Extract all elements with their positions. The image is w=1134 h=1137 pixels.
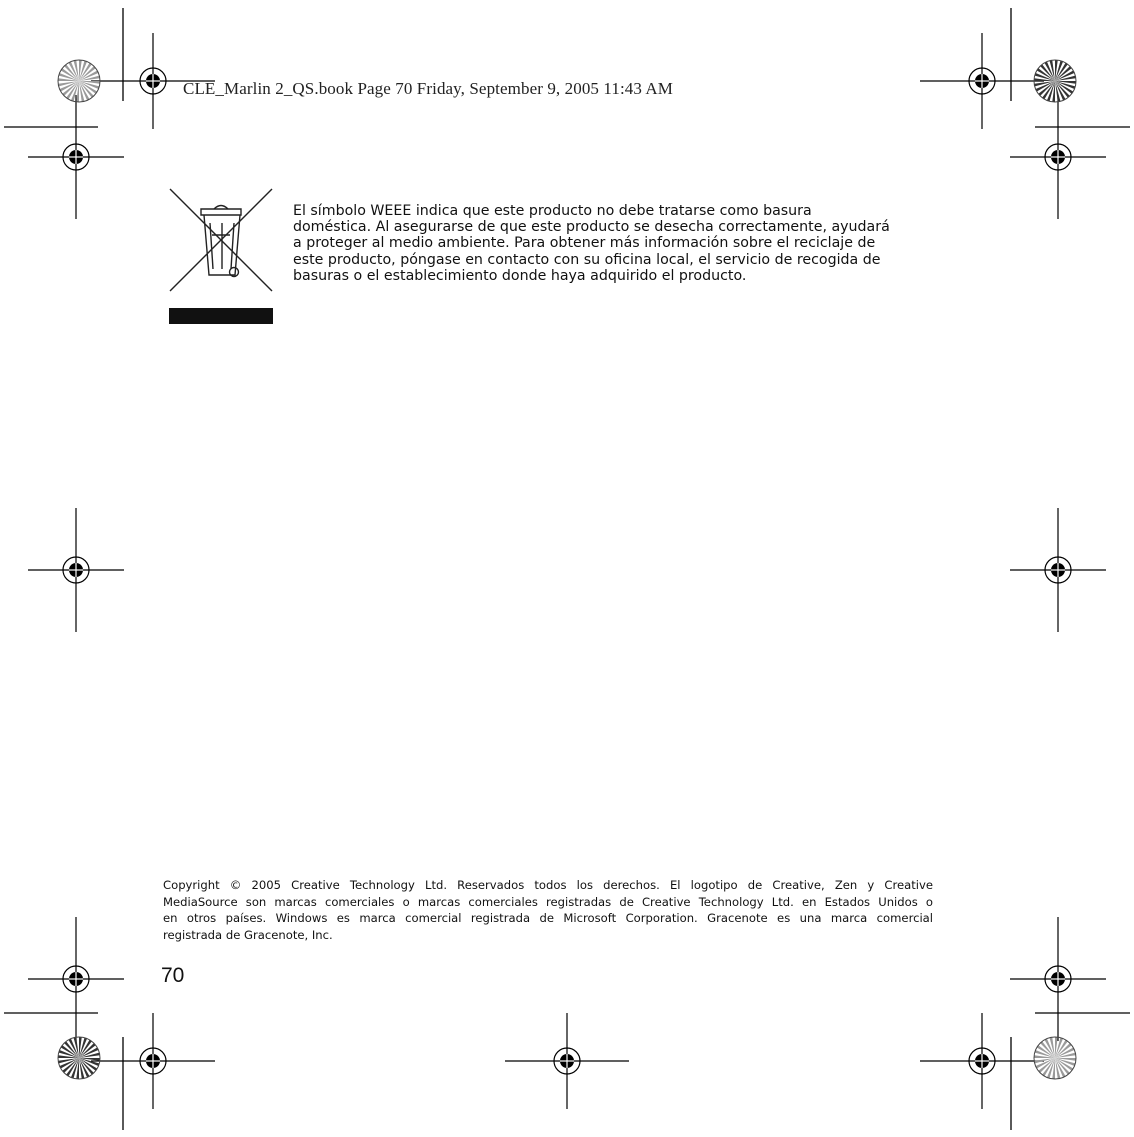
weee-line: doméstica. Al asegurarse de que este producto se desecha correctamente, ayudará	[293, 219, 890, 236]
weee-line: este producto, póngase en contacto con su oficina local, el servicio de recogida de	[293, 251, 881, 268]
color-rosette	[58, 60, 100, 102]
weee-line: a proteger al medio ambiente. Para obtener más información sobre el reciclaje de	[293, 235, 876, 252]
color-rosette	[58, 1037, 100, 1079]
registration-mark	[920, 33, 1044, 129]
registration-mark	[28, 95, 124, 219]
registration-mark	[1010, 95, 1106, 219]
weee-line: basuras o el establecimiento donde haya adquirido el producto.	[293, 267, 747, 284]
print-slug: CLE_Marlin 2_QS.book Page 70 Friday, September 9, 2005 11:43 AM	[183, 79, 673, 98]
registration-mark	[1010, 917, 1106, 1041]
copyright-line: Copyright © 2005 Creative Technology Ltd. Reservados todos los derechos. El logotipo de Creative, Zen y Creative	[163, 878, 933, 892]
registration-mark	[1010, 508, 1106, 632]
copyright-line: registrada de Gracenote, Inc.	[163, 927, 333, 942]
registration-mark	[505, 1013, 629, 1109]
copyright-line: en otros países. Windows es marca comercial registrada de Microsoft Corporation. Gracenote es una marca comercial	[163, 911, 933, 926]
color-rosette	[1034, 1037, 1076, 1079]
copyright-notice	[163, 877, 933, 943]
crossed-out-wheelie-bin-icon	[168, 187, 274, 325]
registration-mark	[91, 1013, 215, 1109]
weee-notice	[293, 203, 933, 284]
page-number: 70	[161, 964, 185, 987]
registration-mark	[28, 917, 124, 1041]
color-rosette	[1034, 60, 1076, 102]
weee-line: El símbolo WEEE indica que este producto no debe tratarse como basura	[293, 203, 812, 219]
registration-mark	[920, 1013, 1044, 1109]
registration-mark	[28, 508, 124, 632]
copyright-line: MediaSource son marcas comerciales o marcas comerciales registradas de Creative Technology Ltd. en Estados Unidos o	[163, 894, 933, 909]
